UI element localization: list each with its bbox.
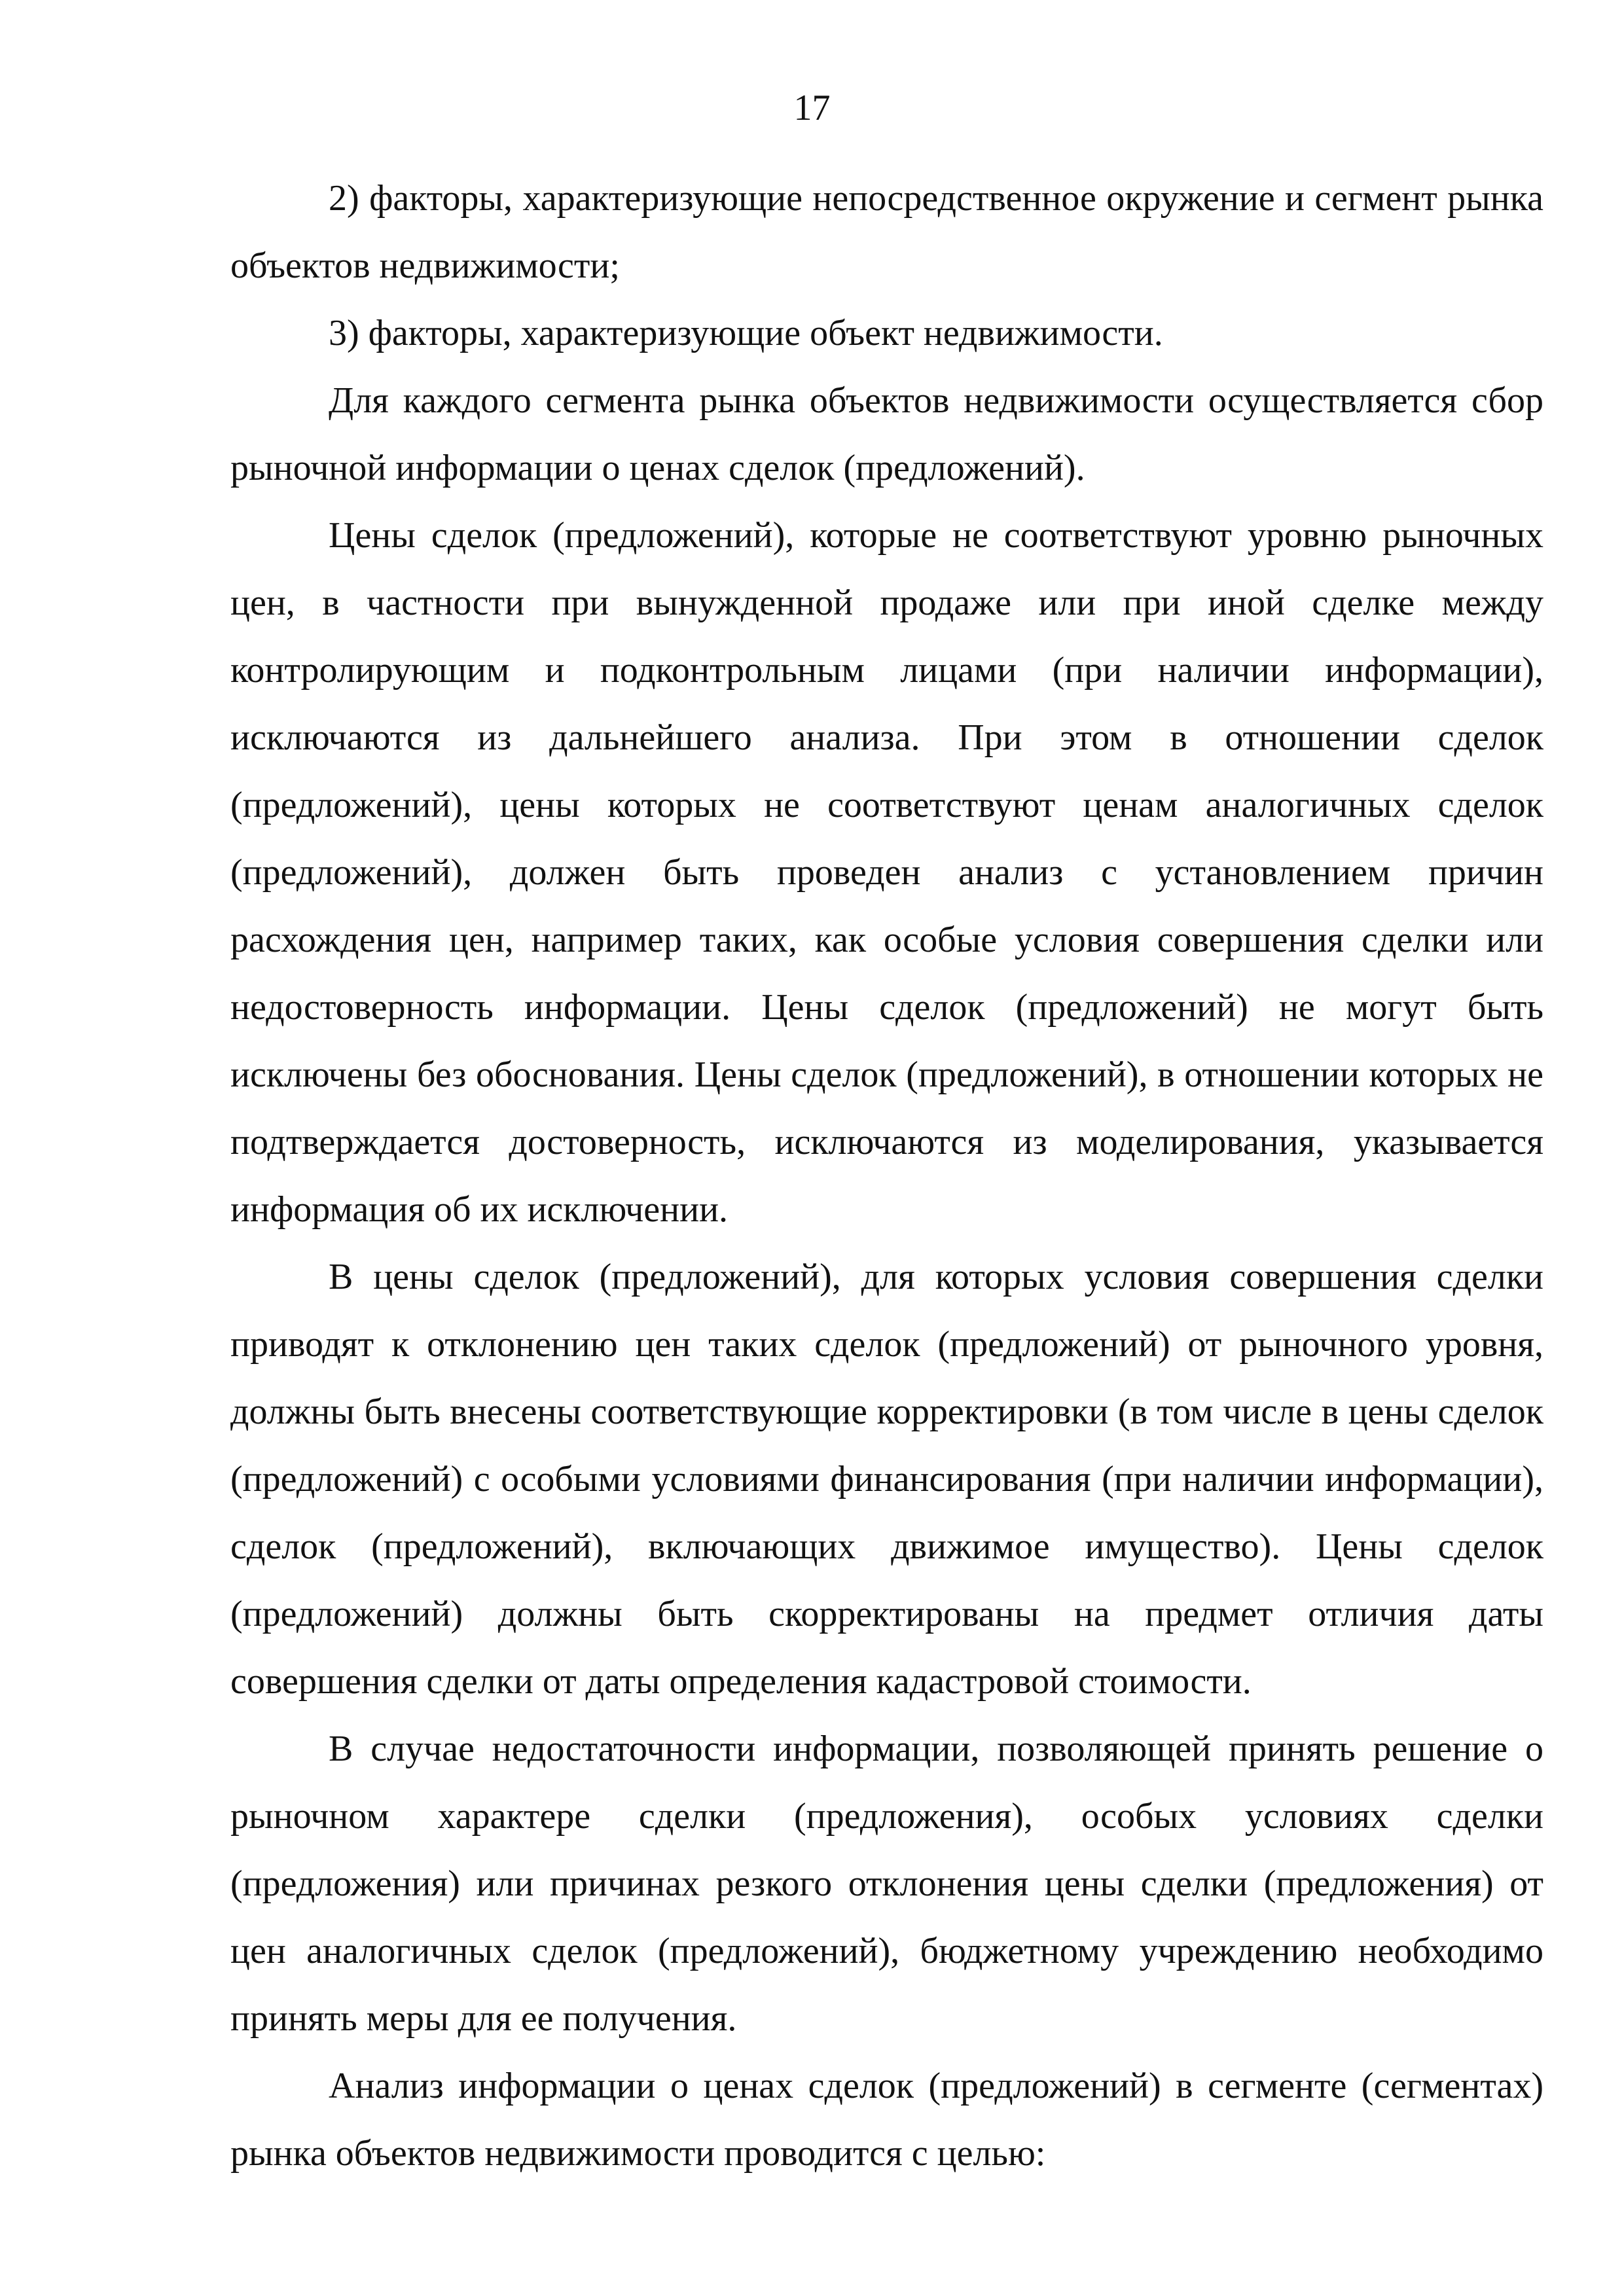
paragraph-factors-object: 3) факторы, характеризующие объект недвижимости.: [329, 313, 1163, 353]
page-number: 17: [793, 88, 831, 128]
paragraph-price-adjustments: В цены сделок (предложений), для которых условия совершения сделки приводят к отклонению цен таких сделок (предложений) от рыночного уровня, должны быть внесены соответствующие корректировки (в том числе в цены сделок (предложений) с особыми условиями финансирования (при наличии информации), сделок (предложений), включающих движимое имущество). Цены сделок (предложений) должны быть скорректированы на предмет отличия даты совершения сделки от даты определения кадастровой стоимости.: [230, 1257, 1543, 1702]
paragraph-factors-environment: 2) факторы, характеризующие непосредственное окружение и сегмент рынка объектов недвижимости;: [230, 178, 1543, 286]
paragraph-price-exclusion: Цены сделок (предложений), которые не соответствуют уровню рыночных цен, в частности при вынужденной продаже или при иной сделке между контролирующим и подконтрольным лицами (при наличии информации), исключаются из дальнейшего анализа. При этом в отношении сделок (предложений), цены которых не соответствуют ценам аналогичных сделок (предложений), должен быть проведен анализ с установлением причин расхождения цен, например таких, как особые условия совершения сделки или недостоверность информации. Цены сделок (предложений) не могут быть исключены без обоснования. Цены сделок (предложений), в отношении которых не подтверждается достоверность, исключаются из моделирования, указывается информация об их исключении.: [230, 515, 1543, 1230]
paragraph-market-info: Для каждого сегмента рынка объектов недвижимости осуществляется сбор рыночной информации о ценах сделок (предложений).: [230, 380, 1543, 488]
paragraph-analysis-purpose: Анализ информации о ценах сделок (предложений) в сегменте (сегментах) рынка объектов недвижимости проводится с целью:: [230, 2066, 1543, 2174]
paragraph-insufficient-info: В случае недостаточности информации, позволяющей принять решение о рыночном характере сделки (предложения), особых условиях сделки (предложения) или причинах резкого отклонения цены сделки (предложения) от цен аналогичных сделок (предложений), бюджетному учреждению необходимо принять меры для ее получения.: [230, 1729, 1543, 2039]
document-body: [230, 165, 1543, 2187]
